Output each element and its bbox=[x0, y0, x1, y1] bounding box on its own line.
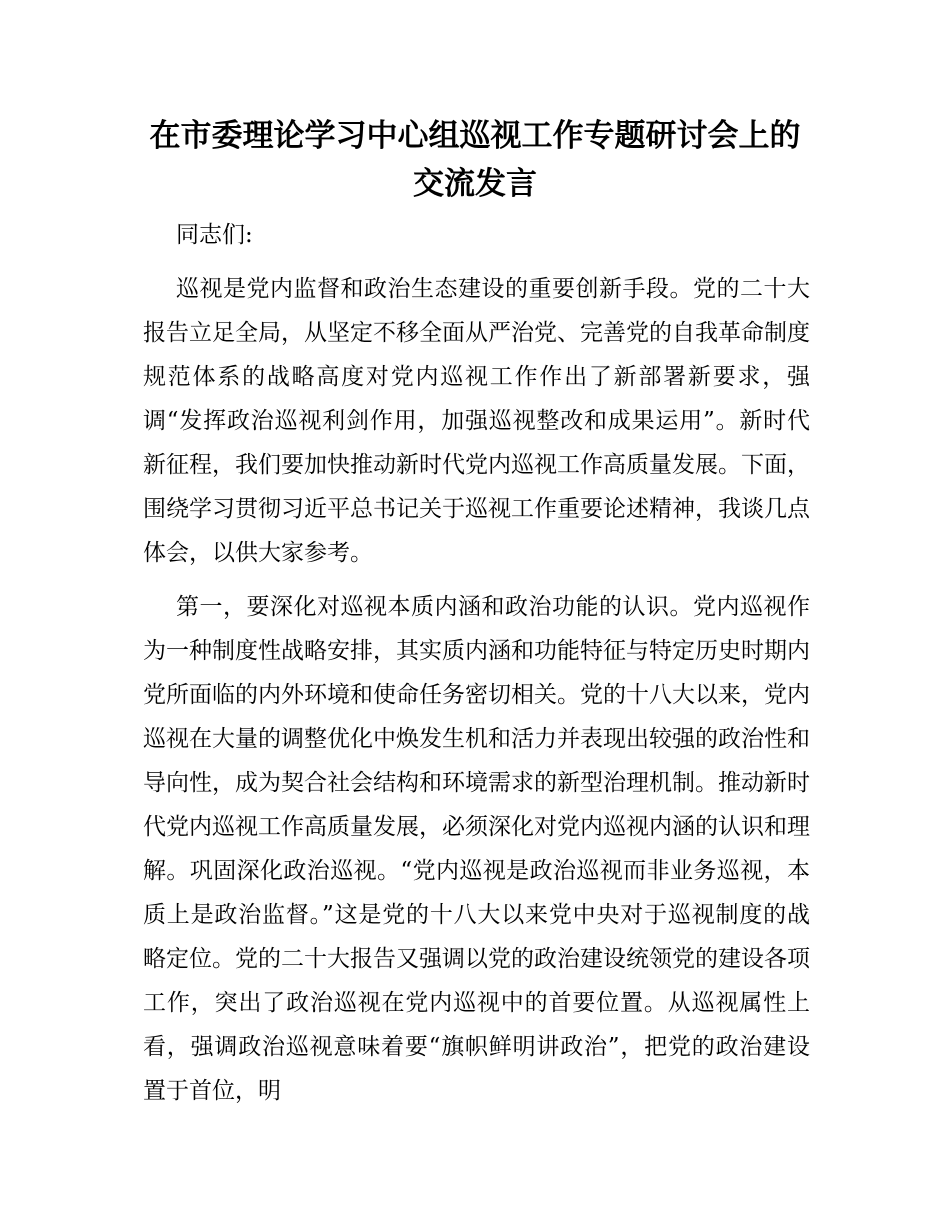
document-title: 在市委理论学习中心组巡视工作专题研讨会上的交流发言 bbox=[149, 118, 801, 202]
paragraph-first-point: 第一，要深化对巡视本质内涵和政治功能的认识。党内巡视作为一种制度性战略安排，其实质内涵和功能特征与特定历史时期内党所面临的内外环境和使命任务密切相关。党的十八大以来，党内巡视在大量的调整优化中焕发生机和活力并表现出较强的政治性和导向性，成为契合社会结构和环境需求的新型治理机制。推动新时代党内巡视工作高质量发展，必须深化对党内巡视内涵的认识和理解。巩固深化政治巡视。“党内巡视是政治巡视而非业务巡视，本质上是政治监督。”这是党的十八大以来党中央对于巡视制度的战略定位。党的二十大报告又强调以党的政治建设统领党的建设各项工作，突出了政治巡视在党内巡视中的首要位置。从巡视属性上看，强调政治巡视意味着要“旗帜鲜明讲政治”，把党的政治建设置于首位，明 bbox=[143, 594, 810, 1104]
salutation: 同志们: bbox=[176, 222, 253, 248]
document-body bbox=[143, 213, 810, 1123]
paragraph-intro: 巡视是党内监督和政治生态建设的重要创新手段。党的二十大报告立足全局，从坚定不移全面从严治党、完善党的自我革命制度规范体系的战略高度对党内巡视工作作出了新部署新要求，强调“发挥政治巡视利剑作用，加强巡视整改和成果运用”。新时代新征程，我们要加快推动新时代党内巡视工作高质量发展。下面，围绕学习贯彻习近平总书记关于巡视工作重要论述精神，我谈几点体会，以供大家参考。 bbox=[143, 276, 810, 566]
